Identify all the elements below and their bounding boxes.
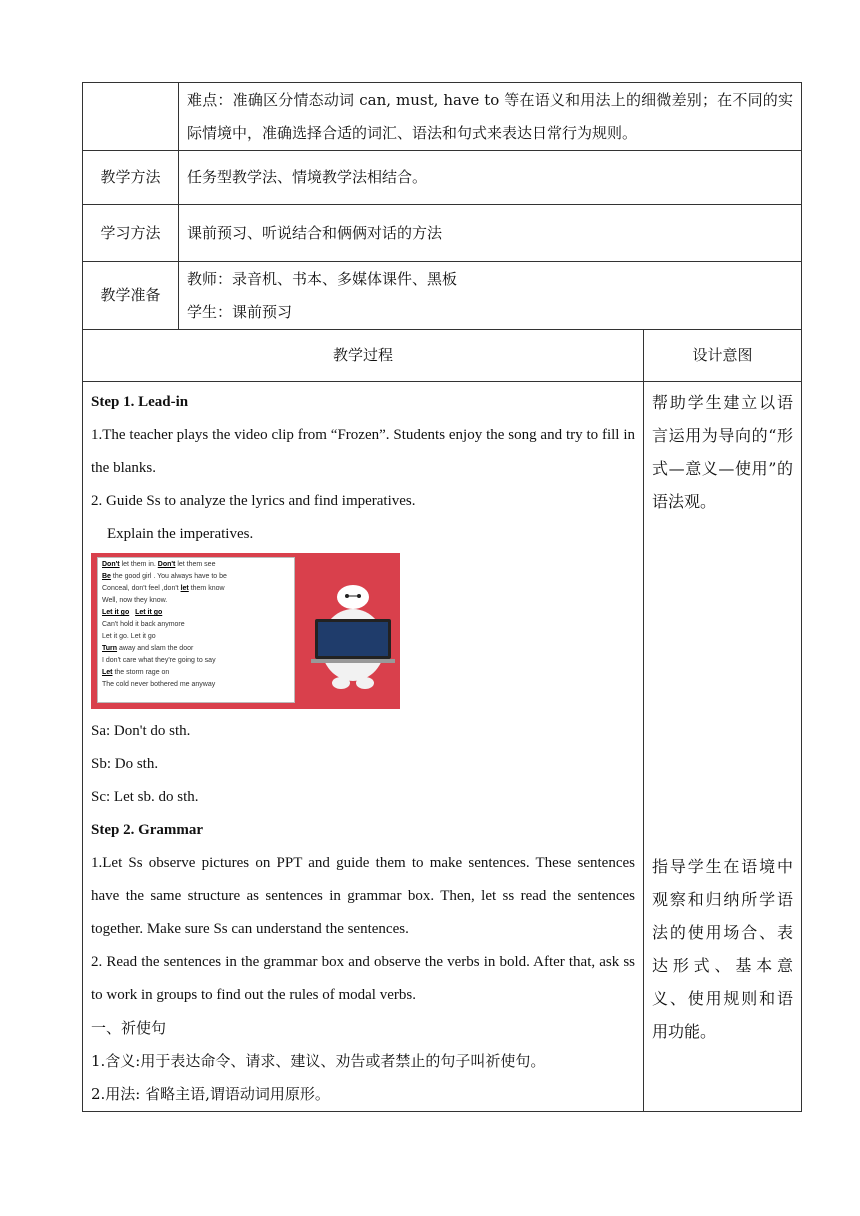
process-row: [83, 382, 802, 1112]
prep-student: 学生：课前预习: [187, 302, 293, 321]
difficulty-text: 难点：准确区分情态动词 can, must, have to 等在语义和用法上的细微差别；在不同的实际情境中，准确选择合适的词汇、语法和句式来表达日常行为规则。: [179, 83, 802, 151]
study-text: 课前预习、听说结合和俩俩对话的方法: [179, 205, 802, 262]
step2-p1: 1.Let Ss observe pictures on PPT and guide them to make sentences. These sentences have the same structure as sentences in grammar box. Then, let ss read the sentences together. Make sure Ss can understand the sentences.: [91, 855, 635, 937]
study-row: [83, 205, 802, 262]
lesson-plan: [82, 82, 801, 1112]
step2-design: 指导学生在语境中观察和归纳所学语法的使用场合、表达形式、基本意义、使用规则和语用功能。: [652, 857, 794, 1041]
step2-d1: 1.含义:用于表达命令、请求、建议、劝告或者禁止的句子叫祈使句。: [91, 1052, 546, 1070]
lyrics-figure: [91, 553, 400, 709]
step1-design: 帮助学生建立以语言运用为导向的“形式—意义—使用”的语法观。: [652, 393, 794, 511]
lyrics-sheet: Don't let them in. Don't let them see Be the good girl . You always have to be Conceal, don't feel ,don't let them know Well, now they know. Let it go Let it go Can't hold it back anymore Let it go. Let it go Turn away and slam the door I don't care what they're going to say Let the storm rage on The cold never bothered me anyway: [97, 557, 295, 703]
step1-sa: Sa: Don't do sth.: [91, 723, 191, 739]
method-label: 教学方法: [83, 151, 179, 205]
step2-title: Step 2. Grammar: [91, 822, 204, 838]
prep-label: 教学准备: [83, 262, 179, 330]
study-label: 学习方法: [83, 205, 179, 262]
lesson-table: [82, 82, 802, 1112]
step1-p3: Explain the imperatives.: [107, 526, 254, 542]
step1-p2: 2. Guide Ss to analyze the lyrics and find imperatives.: [91, 493, 416, 509]
empty-label-cell: [83, 83, 179, 151]
process-cell: [83, 382, 644, 1112]
step2-d2: 2.用法: 省略主语,谓语动词用原形。: [91, 1085, 330, 1103]
prep-row: [83, 262, 802, 330]
method-text: 任务型教学法、情境教学法相结合。: [179, 151, 802, 205]
step2-h1: 一、祈使句: [91, 1019, 167, 1037]
step1-p1: 1.The teacher plays the video clip from “Frozen”. Students enjoy the song and try to fill in the blanks.: [91, 427, 635, 476]
prep-teacher: 教师：录音机、书本、多媒体课件、黑板: [187, 269, 458, 288]
design-cell: [644, 382, 802, 1112]
step1-title: Step 1. Lead-in: [91, 394, 189, 410]
prep-cell: [179, 262, 802, 330]
robot-laptop-icon: [311, 573, 395, 691]
header-row: [83, 330, 802, 382]
step2-p2: 2. Read the sentences in the grammar box and observe the verbs in bold. After that, ask ss to work in groups to find out the rules of modal verbs.: [91, 954, 635, 1003]
step1-sc: Sc: Let sb. do sth.: [91, 789, 199, 805]
difficulty-row: [83, 83, 802, 151]
design-header: 设计意图: [644, 330, 802, 382]
method-row: [83, 151, 802, 205]
process-header: 教学过程: [83, 330, 644, 382]
step1-sb: Sb: Do sth.: [91, 756, 159, 772]
